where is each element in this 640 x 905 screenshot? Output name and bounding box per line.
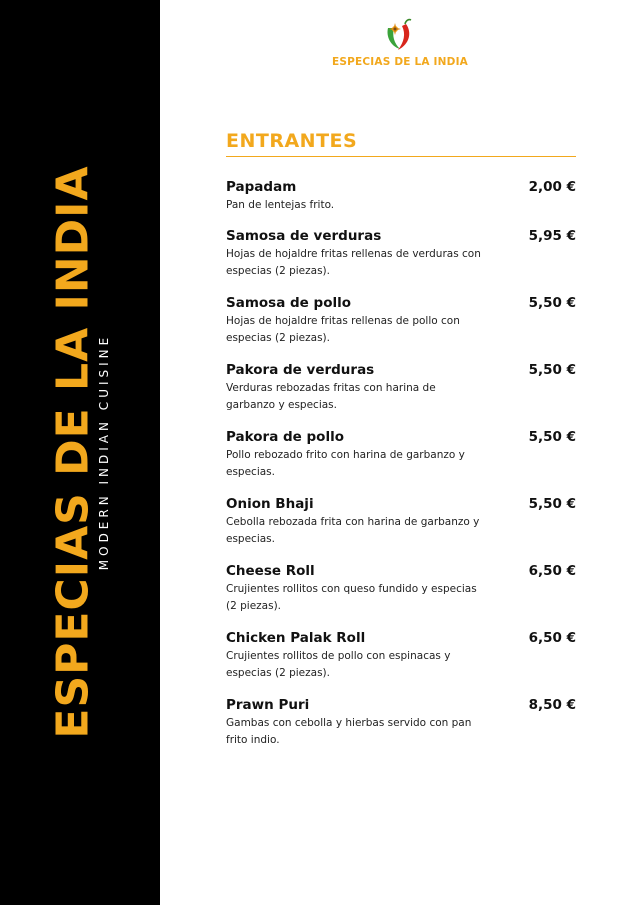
item-name: Chicken Palak Roll: [226, 630, 366, 646]
item-price: 5,50 €: [528, 362, 576, 378]
item-name: Cheese Roll: [226, 563, 315, 579]
item-name: Pakora de pollo: [226, 429, 344, 445]
chili-pepper-icon: [380, 18, 420, 54]
item-description: Pollo rebozado frito con harina de garbanzo y especias.: [226, 449, 465, 478]
logo-text: ESPECIAS DE LA INDIA: [331, 56, 469, 68]
section-title: ENTRANTES: [226, 130, 358, 152]
brand-name-vertical: ESPECIAS DE LA INDIA: [47, 165, 99, 739]
item-price: 5,50 €: [528, 429, 576, 445]
item-description: Cebolla rebozada frita con harina de garbanzo y especias.: [226, 516, 480, 545]
item-description: Gambas con cebolla y hierbas servido con pan frito indio.: [226, 717, 472, 746]
brand-logo: [320, 18, 480, 78]
item-description: Crujientes rollitos de pollo con espinacas y especias (2 piezas).: [226, 650, 451, 679]
menu-items-list: [226, 178, 576, 763]
menu-item: [226, 696, 576, 763]
section-divider: [226, 156, 576, 157]
item-name: Samosa de verduras: [226, 228, 382, 244]
item-description: Crujientes rollitos con queso fundido y especias (2 piezas).: [226, 583, 477, 612]
menu-item: [226, 495, 576, 562]
item-price: 6,50 €: [528, 630, 576, 646]
menu-item: [226, 562, 576, 629]
item-price: 8,50 €: [528, 697, 576, 713]
brand-tagline-vertical: MODERN INDIAN CUISINE: [97, 333, 111, 571]
item-price: 2,00 €: [528, 179, 576, 195]
sidebar-panel: [0, 0, 160, 905]
item-price: 6,50 €: [528, 563, 576, 579]
item-price: 5,50 €: [528, 295, 576, 311]
item-price: 5,95 €: [528, 228, 576, 244]
menu-item: [226, 361, 576, 428]
menu-item: [226, 178, 576, 227]
menu-item: [226, 428, 576, 495]
menu-item: [226, 227, 576, 294]
item-description: Verduras rebozadas fritas con harina de garbanzo y especias.: [226, 382, 436, 411]
item-description: Pan de lentejas frito.: [226, 199, 335, 211]
item-name: Pakora de verduras: [226, 362, 375, 378]
item-description: Hojas de hojaldre fritas rellenas de verduras con especias (2 piezas).: [226, 248, 481, 277]
item-price: 5,50 €: [528, 496, 576, 512]
menu-item: [226, 294, 576, 361]
item-description: Hojas de hojaldre fritas rellenas de pollo con especias (2 piezas).: [226, 315, 460, 344]
menu-item: [226, 629, 576, 696]
item-name: Onion Bhaji: [226, 496, 314, 512]
item-name: Samosa de pollo: [226, 295, 352, 311]
item-name: Papadam: [226, 179, 297, 195]
item-name: Prawn Puri: [226, 697, 310, 713]
